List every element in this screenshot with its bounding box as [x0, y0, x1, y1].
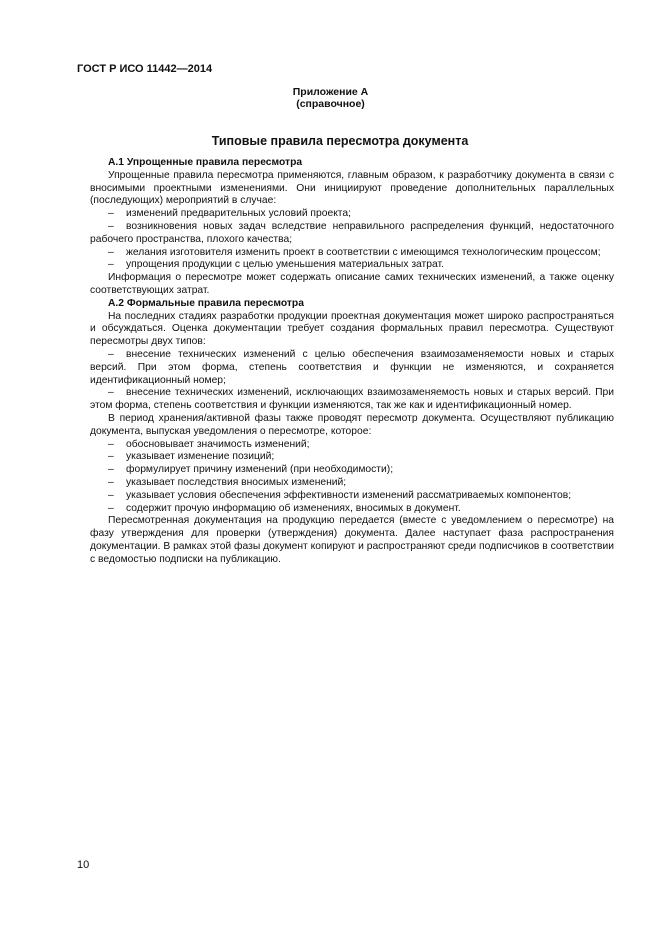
dash-marker: – [108, 387, 114, 399]
list-item-text: формулирует причину изменений (при необходимости); [126, 464, 394, 476]
dash-marker: – [108, 246, 114, 258]
section-a2-closing: Пересмотренная документация на продукцию передается (вместе с уведомлением о пересмотре) на фазу утверждения для проверки (утверждения) документа. Далее наступает фаза распространения документации. В рамках этой фазы документ копируют и распространяют среди подписчиков в соответствии с ведомостью подписки на публикацию. [90, 515, 614, 565]
list-item [90, 439, 614, 452]
dash-marker: – [108, 220, 114, 232]
document-body [90, 157, 614, 567]
list-item [90, 477, 614, 490]
dash-marker: – [108, 208, 114, 220]
section-a1-heading: А.1 Упрощенные правила пересмотра [108, 157, 303, 168]
dash-marker: – [108, 464, 114, 476]
list-item-text: изменений предварительных условий проекта; [126, 208, 351, 220]
list-item [90, 387, 614, 413]
list-item [90, 221, 614, 247]
page-title: Типовые правила пересмотра документа [211, 134, 469, 148]
list-item [90, 247, 614, 260]
list-item-text: указывает последствия вносимых изменений; [126, 476, 347, 488]
list-item [90, 464, 614, 477]
list-item [90, 208, 614, 221]
list-item [90, 451, 614, 464]
dash-marker: – [108, 451, 114, 463]
dash-marker: – [108, 438, 114, 450]
page-number: 10 [77, 859, 90, 871]
section-a2-storage: В период хранения/активной фазы также проводят пересмотр документа. Осуществляют публикацию документа, выпуская уведомления о пересмотре, которое: [90, 412, 614, 437]
dash-marker: – [108, 348, 114, 360]
dash-marker: – [108, 259, 114, 271]
list-item-text: упрощения продукции с целью уменьшения материальных затрат. [126, 259, 444, 271]
list-item-text: желания изготовителя изменить проект в соответствии с имеющимся технологическим процессом; [126, 246, 601, 258]
list-item [90, 259, 614, 272]
section-a2-heading: А.2 Формальные правила пересмотра [108, 297, 304, 309]
section-a2-intro: На последних стадиях разработки продукции проектная документация может широко распространяться и обсуждаться. Оценка документации требует создания формальных правил пересмотра. Существуют пересмотры двух типов: [90, 310, 614, 348]
list-item [90, 349, 614, 387]
list-item-text: обосновывает значимость изменений; [126, 438, 310, 450]
annex-type: (справочное) [296, 98, 365, 110]
standard-header: ГОСТ Р ИСО 11442—2014 [77, 63, 213, 75]
dash-marker: – [108, 502, 114, 514]
section-a1-intro: Упрощенные правила пересмотра применяются, главным образом, к разработчику документа в связи с вносимыми проектными изменениями. Они инициируют проведение дополнительных параллельных (последующих) мероприятий в случае: [90, 169, 614, 207]
annex-title: Приложение А [292, 86, 369, 98]
list-item-text: содержит прочую информацию об изменениях, вносимых в документ. [126, 502, 461, 514]
dash-marker: – [108, 476, 114, 488]
list-item-text: возникновения новых задач вследствие неправильного распределения функций, недостаточного рабочего пространства, плохого качества; [90, 220, 614, 245]
section-a1-closing: Информация о пересмотре может содержать описание самих технических изменений, а также оценку соответствующих затрат. [90, 272, 614, 296]
list-item-text: указывает условия обеспечения эффективности изменений рассматриваемых компонентов; [126, 489, 572, 501]
dash-marker: – [108, 489, 114, 501]
list-item-text: внесение технических изменений, исключающих взаимозаменяемость новых и старых версий. При этом форма, степень соответствия и функции изменяются, так же как и идентификационный номер. [90, 387, 614, 412]
list-item-text: внесение технических изменений с целью обеспечения взаимозаменяемости новых и старых версий. При этом форма, степень соответствия и функции не изменяются, и сохраняется идентификационный номер; [90, 348, 614, 386]
list-item [90, 503, 614, 516]
list-item-text: указывает изменение позиций; [126, 451, 275, 463]
list-item [90, 490, 614, 503]
